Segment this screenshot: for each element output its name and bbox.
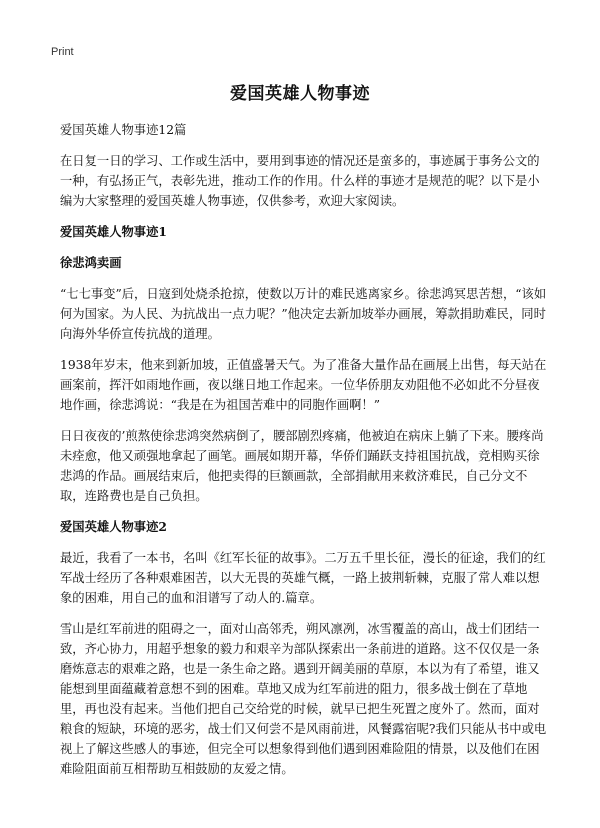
page-title: 爱国英雄人物事迹 bbox=[230, 84, 370, 104]
section2-paragraph-1: 最近，我看了一本书，名叫《红军长征的故事》。二万五千里长征，漫长的征途，我们的红军战士经历了各种艰难困苦，以大无畏的英雄气概，一路上披荆斩棘，克服了常人难以想象的困难，用自己的血和泪谱写了动人的.篇章。 bbox=[60, 551, 546, 605]
section1-paragraph-2: 1938年岁末，他来到新加坡，正值盛暑天气。为了准备大量作品在画展上出售，每天站在画案前，挥汗如雨地作画，夜以继日地工作起来。一位华侨朋友劝阻他不必如此不分昼夜地作画，徐悲鸿说：“我是在为祖国苦难中的同胞作画啊！” bbox=[60, 358, 547, 412]
doc-subtitle: 爱国英雄人物事迹12篇 bbox=[60, 123, 187, 137]
section1-paragraph-1: “七七事变”后，日寇到处烧杀抢掠，使数以万计的难民逃离家乡。徐悲鸿冥思苦想，“该如何为国家。为人民、为抗战出一点力呢？”他决定去新加坡举办画展，筹款捐助难民，同时向海外华侨宣传抗战的道理。 bbox=[60, 287, 547, 341]
intro-paragraph: 在日复一日的学习、工作或生活中，要用到事迹的情况还是蛮多的，事迹属于事务公文的一种，有弘扬正气，表彰先进，推动工作的作用。什么样的事迹才是规范的呢？以下是小编为大家整理的爱国英雄人物事迹，仅供参考，欢迎大家阅读。 bbox=[60, 154, 540, 208]
section2-heading: 爱国英雄人物事迹2 bbox=[60, 519, 167, 534]
section1-person-heading: 徐悲鸿卖画 bbox=[60, 255, 122, 270]
print-label: Print bbox=[51, 46, 74, 58]
document-body bbox=[60, 120, 550, 790]
section2-paragraph-2: 雪山是红军前进的阻碍之一，面对山高邻秃，朔风凛冽，冰雪覆盖的高山，战士们团结一致，齐心协力，用超乎想象的毅力和艰辛为部队探索出一条前进的道路。这不仅仅是一条磨炼意志的艰难之路，也是一条生命之路。遇到开阔美丽的草原，本以为有了希望，谁又能想到里面蕴藏着意想不到的困难。草地又成为红军前进的阻力，很多战士倒在了草地里，再也没有起来。当他们把自己交给党的时候，就早已把生死置之度外了。然而，面对粮食的短缺，环境的恶劣，战士们又何尝不是风雨前进，风餐露宿呢?我们只能从书中或电视上了解这些感人的事迹，但完全可以想象得到他们遇到困难险阻的情景，以及他们在困难险阻面前互相帮助互相鼓励的友爱之情。 bbox=[60, 622, 547, 776]
section1-heading: 爱国英雄人物事迹1 bbox=[60, 224, 167, 239]
section1-paragraph-3: 日日夜夜的’煎熬使徐悲鸿突然病倒了，腰部剧烈疼痛，他被迫在病床上躺了下来。腰疼尚未痊愈，他又顽强地拿起了画笔。画展如期开幕，华侨们踊跃支持祖国抗战，竞相购买徐悲鸿的作品。画展结束后，他把卖得的巨额画款，全部捐献用来救济难民，自己分文不取，连路费也是自己负担。 bbox=[60, 429, 544, 503]
